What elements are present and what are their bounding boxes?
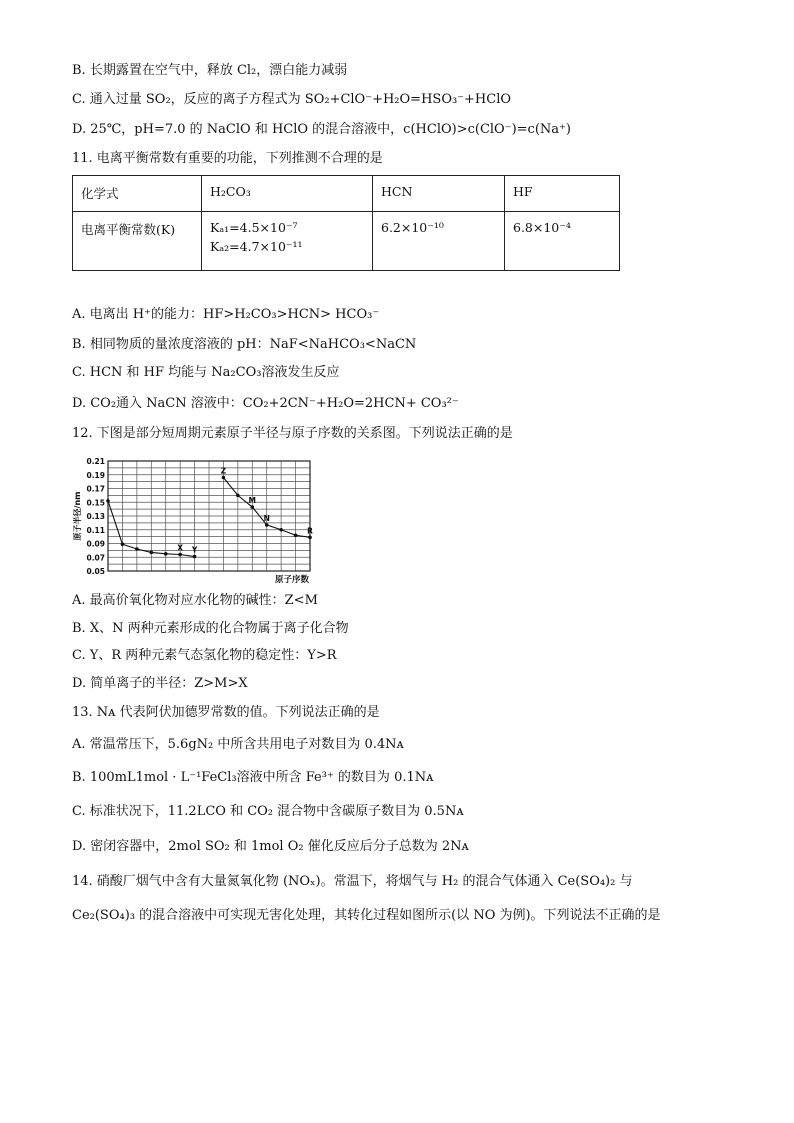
data-point: [294, 533, 298, 537]
y-tick-label: 0.05: [86, 567, 105, 576]
q10-option-c: C. 通入过量 SO₂，反应的离子方程式为 SO₂+ClO⁻+H₂O=HSO₃⁻+HClO: [72, 92, 512, 107]
data-point: [106, 499, 110, 503]
x-axis-label: 原子序数: [274, 575, 310, 585]
data-point: [164, 552, 168, 556]
table-row: [73, 212, 620, 271]
ka2-value: Kₐ₂=4.7×10⁻¹¹: [210, 239, 303, 254]
q11-option-d: D. CO₂通入 NaCN 溶液中：CO₂+2CN⁻+H₂O=2HCN+ CO₃²⁻: [72, 396, 459, 411]
y-tick-label: 0.09: [86, 539, 105, 549]
table-cell-hf: 6.8×10⁻⁴: [505, 212, 620, 271]
table-header-row: [73, 176, 620, 212]
q10-option-d: D. 25℃，pH=7.0 的 NaClO 和 HClO 的混合溶液中，c(HClO)>c(ClO⁻)=c(Na⁺): [72, 122, 571, 137]
q11-option-c: C. HCN 和 HF 均能与 Na₂CO₃溶液发生反应: [72, 365, 340, 380]
data-point-label: Z: [220, 466, 227, 476]
data-point: [135, 547, 139, 551]
y-tick-label: 0.11: [86, 525, 105, 535]
q11-option-b: B. 相同物质的量浓度溶液的 pH：NaF<NaHCO₃<NaCN: [72, 337, 417, 352]
atomic-radius-chart: [72, 452, 328, 586]
q11-stem: 11. 电离平衡常数有重要的功能，下列推测不合理的是: [72, 151, 383, 166]
data-point-label: R: [307, 526, 313, 536]
q14-stem-line1: 14. 硝酸厂烟气中含有大量氮氧化物 (NOₓ)。常温下，将烟气与 H₂ 的混合气体通入 Ce(SO₄)₂ 与: [72, 874, 633, 889]
q12-option-a: A. 最高价氧化物对应水化物的碱性：Z<M: [72, 593, 318, 608]
data-point: [250, 505, 254, 509]
q13-option-b: B. 100mL1mol · L⁻¹FeCl₃溶液中所含 Fe³⁺ 的数目为 0.1Nᴀ: [72, 770, 434, 785]
data-point: [236, 494, 240, 498]
q13-stem: 13. Nᴀ 代表阿伏加德罗常数的值。下列说法正确的是: [72, 705, 380, 720]
data-point: [265, 523, 269, 527]
data-point: [149, 551, 153, 555]
table-cell-h2co3: [202, 212, 373, 271]
data-point: [193, 555, 197, 559]
table-header-cell: H₂CO₃: [202, 176, 373, 212]
y-tick-label: 0.17: [86, 484, 105, 494]
ionization-constant-table: [72, 175, 620, 271]
data-point-label: N: [263, 513, 270, 523]
data-point: [121, 542, 125, 546]
data-point-label: X: [177, 543, 184, 553]
y-tick-label: 0.07: [86, 553, 105, 563]
table-header-cell: HF: [505, 176, 620, 212]
data-point: [178, 553, 182, 557]
table-header-cell: 化学式: [73, 176, 202, 212]
table-row-label: 电离平衡常数(K): [73, 212, 202, 271]
q14-stem-line2: Ce₂(SO₄)₃ 的混合溶液中可实现无害化处理，其转化过程如图所示(以 NO 为例)。下列说法不正确的是: [72, 908, 661, 923]
data-point: [279, 528, 283, 532]
q12-option-d: D. 简单离子的半径：Z>M>X: [72, 676, 248, 691]
q12-stem: 12. 下图是部分短周期元素原子半径与原子序数的关系图。下列说法正确的是: [72, 426, 513, 441]
q13-option-c: C. 标准状况下，11.2LCO 和 CO₂ 混合物中含碳原子数目为 0.5Nᴀ: [72, 804, 464, 819]
q12-option-c: C. Y、R 两种元素气态氢化物的稳定性：Y>R: [72, 648, 337, 663]
y-tick-label: 0.19: [86, 470, 105, 480]
data-point-label: M: [248, 496, 257, 506]
atomic-radius-chart-svg: [72, 452, 328, 586]
y-tick-label: 0.13: [86, 512, 105, 521]
q12-option-b: B. X、N 两种元素形成的化合物属于离子化合物: [72, 621, 349, 636]
y-tick-label: 0.15: [86, 498, 105, 508]
q11-option-a: A. 电离出 H⁺的能力：HF>H₂CO₃>HCN> HCO₃⁻: [72, 307, 380, 322]
q10-option-b: B. 长期露置在空气中，释放 Cl₂，漂白能力减弱: [72, 63, 348, 78]
table-header-cell: HCN: [373, 176, 505, 212]
table-cell-hcn: 6.2×10⁻¹⁰: [373, 212, 505, 271]
y-tick-label: 0.21: [86, 457, 105, 466]
ka1-value: Kₐ₁=4.5×10⁻⁷: [210, 220, 298, 235]
data-point: [222, 476, 226, 480]
q13-option-a: A. 常温常压下，5.6gN₂ 中所含共用电子对数目为 0.4Nᴀ: [72, 737, 404, 752]
q13-option-d: D. 密闭容器中，2mol SO₂ 和 1mol O₂ 催化反应后分子总数为 2Nᴀ: [72, 839, 469, 854]
data-point-label: Y: [191, 545, 198, 555]
y-axis-label: 原子半径/nm: [73, 491, 82, 541]
data-point: [308, 536, 312, 540]
